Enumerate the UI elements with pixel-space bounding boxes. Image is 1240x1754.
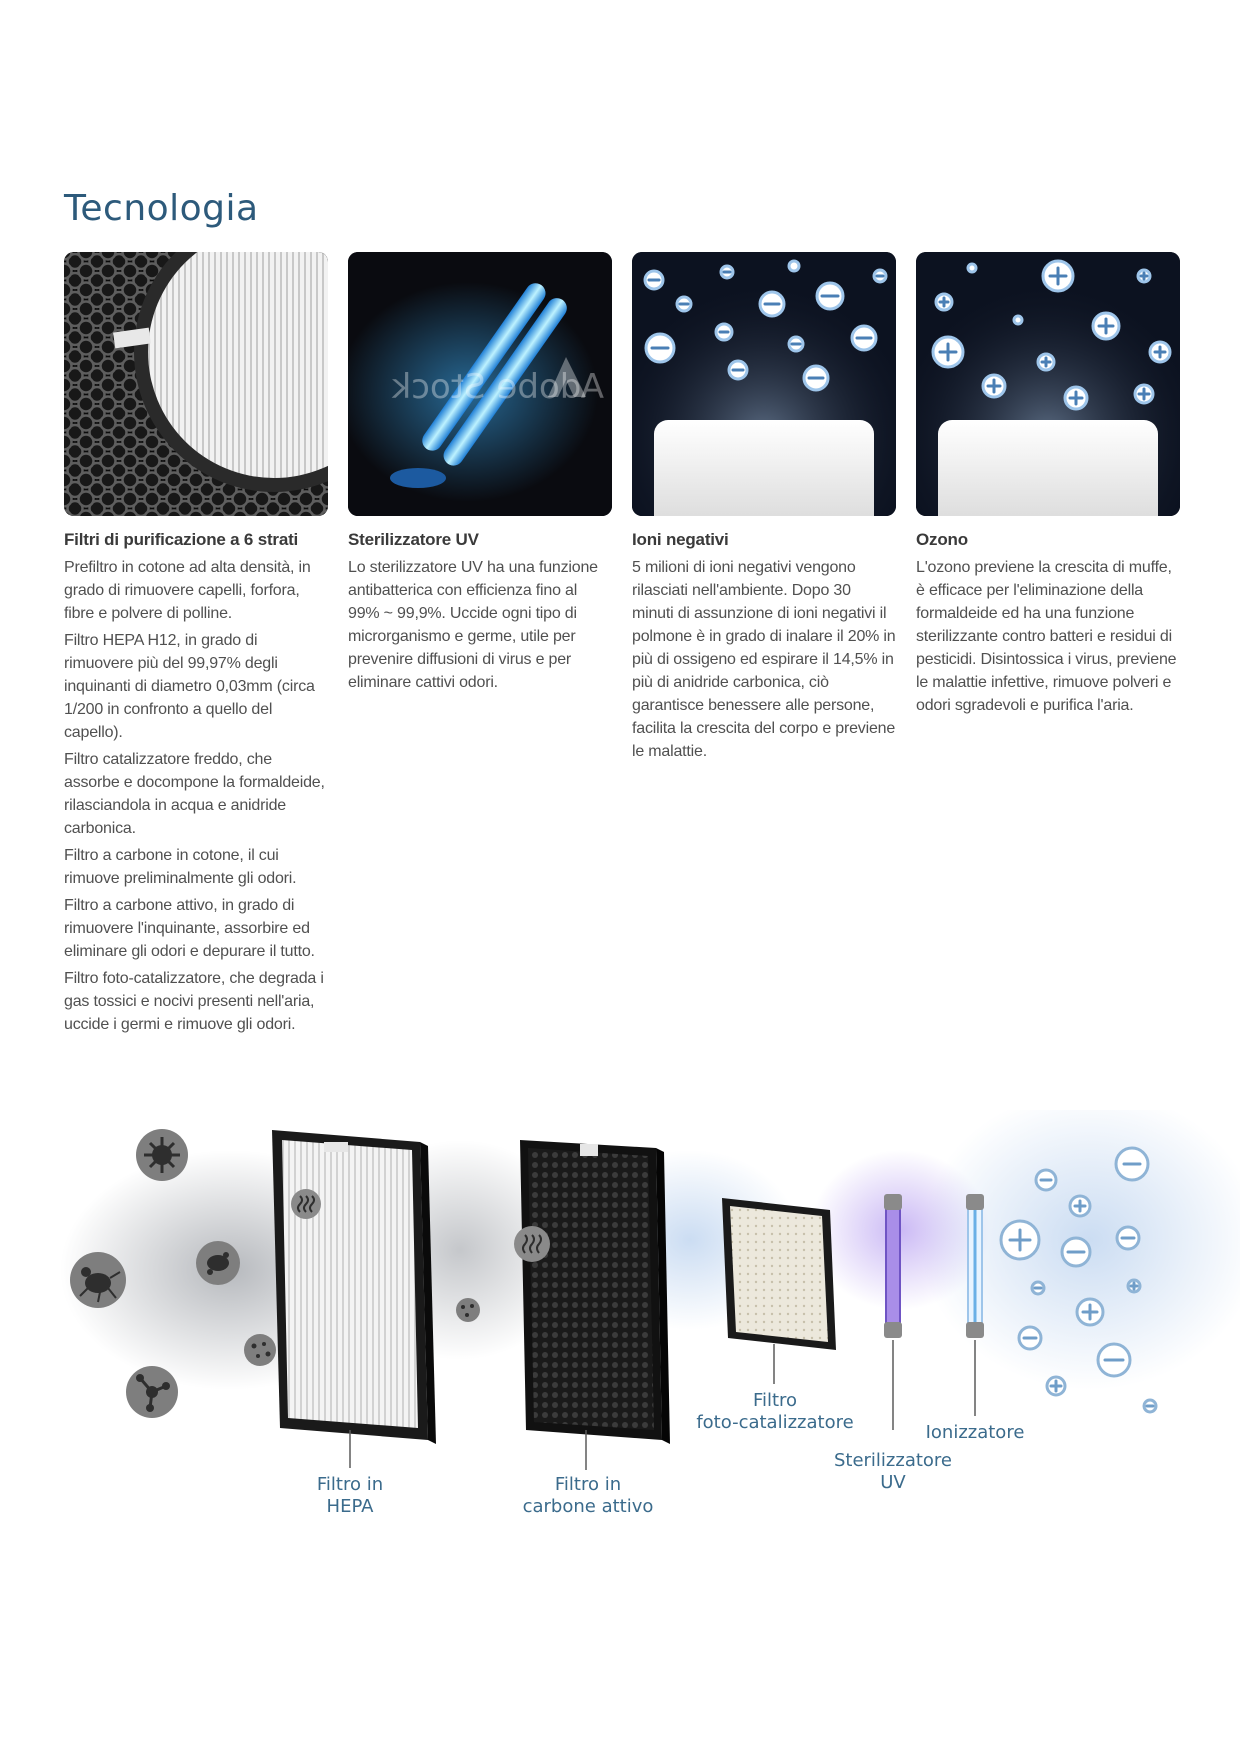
filter-photo bbox=[64, 252, 328, 516]
carbon-filter bbox=[520, 1140, 670, 1444]
paragraph: 5 milioni di ioni negativi vengono rilasciati nell'ambiente. Dopo 30 minuti di assunzione di ioni negativi il polmone è in grado di inalare il 20% in più di ossigeno ed espirare il 14,5% in più di anidride carbonica, ciò garantisce benessere alle persone, facilita la crescita del corpo e previene le malattie. bbox=[632, 559, 896, 760]
column-uv bbox=[348, 252, 612, 698]
label-photocatalyst bbox=[680, 1390, 870, 1434]
label-line: Filtro in bbox=[554, 1474, 622, 1495]
label-hepa bbox=[280, 1474, 420, 1518]
paragraph: Lo sterilizzatore UV ha una funzione antibatterica con efficienza fino al 99% ~ 99,9%. Uccide ogni tipo di microrganismo e germe, utile per prevenire diffusioni di virus e per eliminare cattivi odori. bbox=[348, 559, 598, 691]
odor-icon bbox=[291, 1189, 321, 1219]
column-filters bbox=[64, 252, 328, 1040]
dust-mite-icon bbox=[70, 1252, 126, 1308]
label-uv bbox=[810, 1450, 976, 1494]
column-ozone bbox=[916, 252, 1180, 721]
paragraph: Filtro foto-catalizzatore, che degrada i gas tossici e nocivi presenti nell'aria, uccide i germi e rimuove gli odori. bbox=[64, 970, 324, 1033]
uv-lamp bbox=[884, 1194, 902, 1338]
column-heading: Filtri di purificazione a 6 strati bbox=[64, 530, 299, 549]
column-negative-ions bbox=[632, 252, 896, 767]
ionizer bbox=[966, 1194, 984, 1338]
hepa-filter bbox=[272, 1130, 436, 1444]
column-heading: Sterilizzatore UV bbox=[348, 530, 479, 549]
paragraph: Filtro a carbone in cotone, il cui rimuove preliminalmente gli odori. bbox=[64, 847, 297, 887]
odor-icon bbox=[514, 1226, 550, 1262]
label-line: foto-catalizzatore bbox=[696, 1412, 854, 1433]
column-heading: Ioni negativi bbox=[632, 530, 729, 549]
virus-icon bbox=[136, 1129, 188, 1181]
filtration-diagram bbox=[0, 1110, 1240, 1550]
label-line: Filtro bbox=[752, 1390, 798, 1411]
label-line: Sterilizzatore bbox=[833, 1450, 953, 1471]
label-line: carbone attivo bbox=[522, 1496, 654, 1517]
label-carbon bbox=[500, 1474, 676, 1518]
label-ionizer bbox=[910, 1422, 1040, 1444]
paragraph: L'ozono previene la crescita di muffe, è efficace per l'eliminazione della formaldeide ed ha una funzione sterilizzante contro batteri e residui di pesticidi. Disintossica i virus, previene le malattie infettive, rimuove polveri e odori sgradevoli e purifica l'aria. bbox=[916, 559, 1177, 714]
watermark: Adobe Stock bbox=[391, 367, 604, 407]
uv-lamp-photo bbox=[348, 252, 612, 516]
column-heading: Ozono bbox=[916, 530, 968, 549]
paragraph: Filtro catalizzatore freddo, che assorbe e docompone la formaldeide, rilasciandola in acqua e anidride carbonica. bbox=[64, 751, 325, 837]
label-line: HEPA bbox=[326, 1496, 374, 1517]
particles-icon bbox=[244, 1334, 276, 1366]
paragraph: Filtro a carbone attivo, in grado di rimuovere l'inquinante, assorbire ed eliminare gli odori e depurare il tutto. bbox=[64, 897, 315, 960]
negative-ions-photo bbox=[632, 252, 896, 516]
ozone-photo bbox=[916, 252, 1180, 516]
page-title: Tecnologia bbox=[64, 188, 259, 229]
label-line: Ionizzatore bbox=[925, 1422, 1025, 1443]
particles-icon bbox=[456, 1298, 480, 1322]
label-line: UV bbox=[880, 1472, 906, 1493]
photocatalyst-filter bbox=[722, 1198, 836, 1350]
bacteria-icon bbox=[196, 1241, 240, 1285]
label-line: Filtro in bbox=[316, 1474, 384, 1495]
molecule-icon bbox=[126, 1366, 178, 1418]
paragraph: Filtro HEPA H12, in grado di rimuovere più del 99,97% degli inquinanti di diametro 0,03mm (circa 1/200 in confronto a quello del capello). bbox=[64, 632, 315, 741]
paragraph: Prefiltro in cotone ad alta densità, in grado di rimuovere capelli, forfora, fibre e polvere di polline. bbox=[64, 559, 311, 622]
